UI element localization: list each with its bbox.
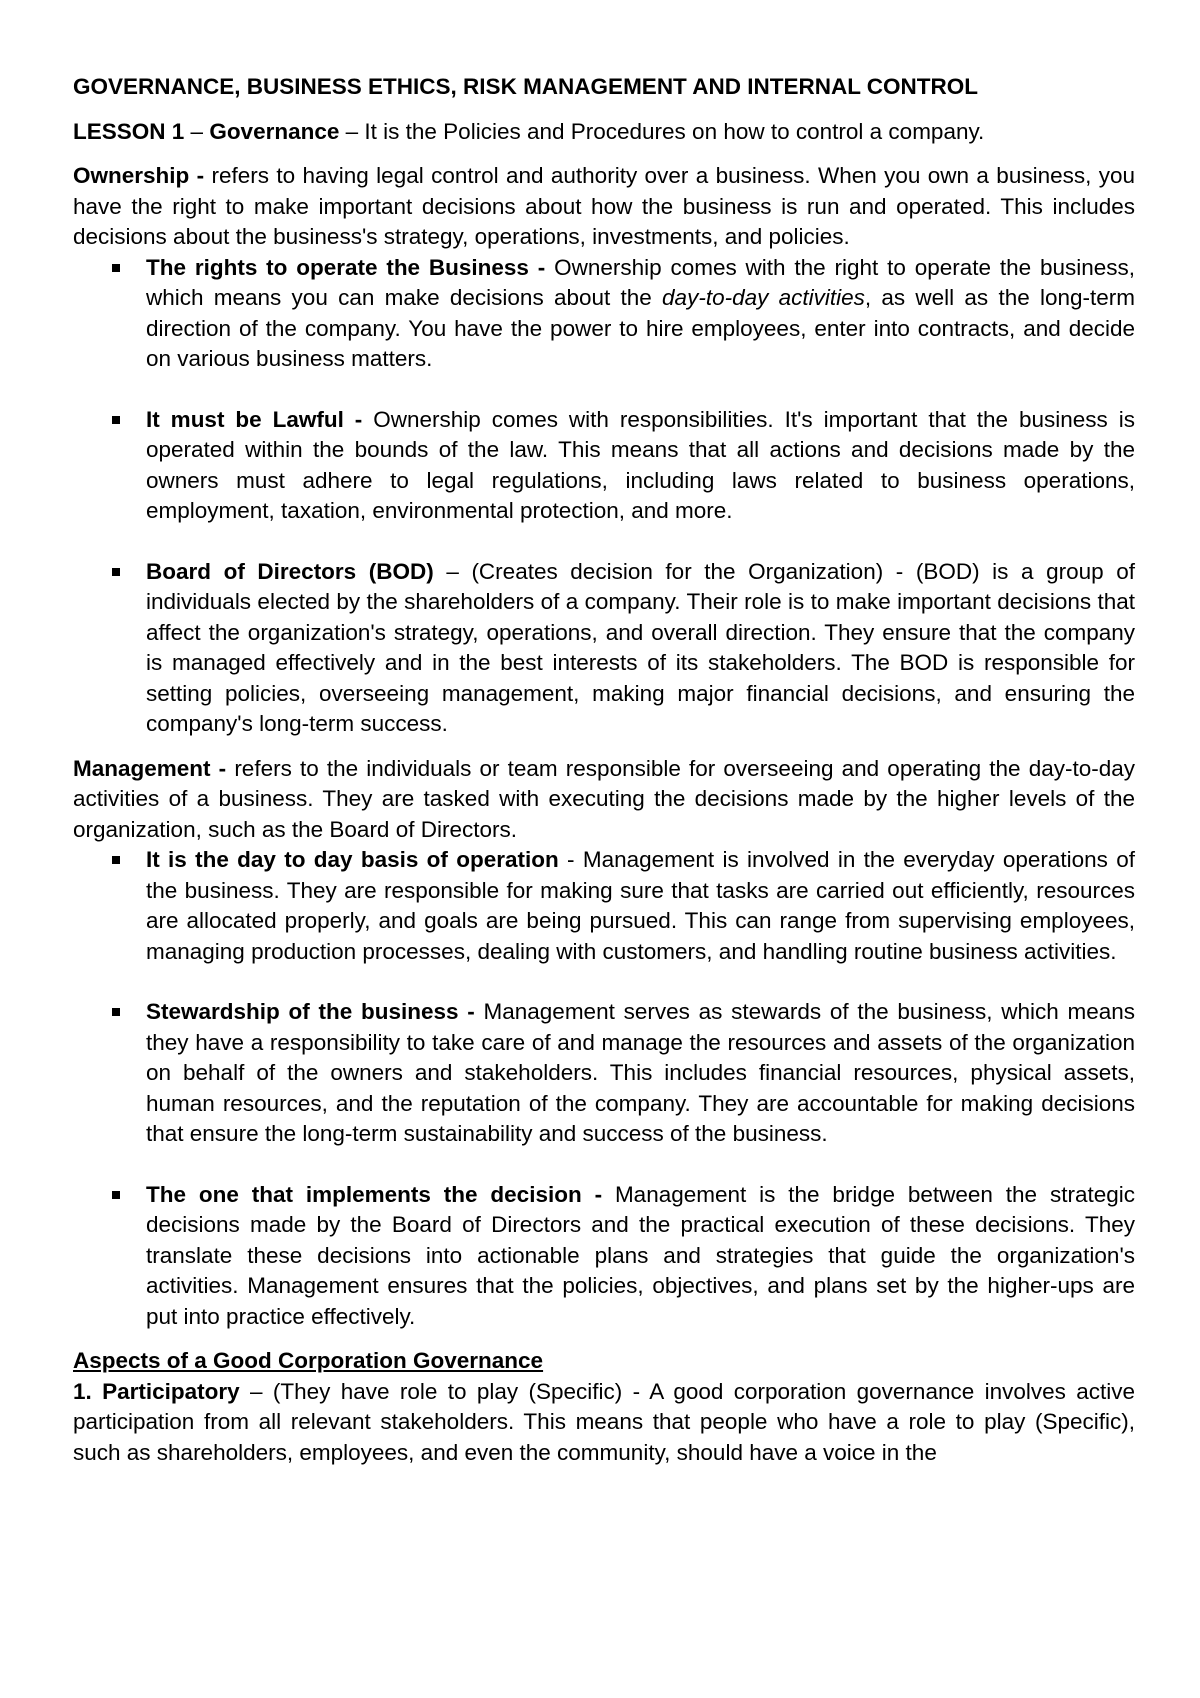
- management-definition: refers to the individuals or team responsible for overseeing and operating the day-to-day activities of a business. They are tasked with executing the decisions made by the higher levels of the organization, such as the Board of Directors.: [73, 755, 1135, 842]
- square-bullet-icon: [112, 568, 120, 576]
- list-item: It must be Lawful - Ownership comes with responsibilities. It's important that the business is operated within the bounds of the law. This means that all actions and decisions made by the owners must adhere to legal regulations, including laws related to business operations, employment, taxation, environmental protection, and more.: [73, 405, 1135, 527]
- ownership-term: Ownership -: [73, 163, 205, 188]
- aspects-item-term: 1. Participatory: [73, 1378, 240, 1404]
- management-paragraph: [73, 754, 1135, 846]
- ownership-paragraph: [73, 161, 1135, 253]
- lesson-dash: –: [184, 118, 210, 144]
- management-bullet-list: [73, 845, 1135, 1332]
- bullet-term: It must be Lawful -: [146, 406, 363, 432]
- bullet-term: Board of Directors (BOD): [146, 558, 434, 584]
- lesson-heading: [73, 117, 1135, 148]
- square-bullet-icon: [112, 1191, 120, 1199]
- document-page: [73, 72, 1135, 1468]
- emphasis-text: day-to-day activities: [662, 285, 865, 310]
- aspects-heading: Aspects of a Good Corporation Governance: [73, 1348, 544, 1373]
- bullet-term: It is the day to day basis of operation: [146, 847, 559, 872]
- square-bullet-icon: [112, 856, 120, 864]
- bullet-term: Stewardship of the business -: [146, 999, 475, 1024]
- list-item: The one that implements the decision - Management is the bridge between the strategic decisions made by the Board of Directors and the practical execution of these decisions. They translate these decisions into actionable plans and strategies that guide the organization's activities. Management ensures that the policies, objectives, and plans set by the higher-ups are put into practice effectively.: [73, 1180, 1135, 1333]
- square-bullet-icon: [112, 1008, 120, 1016]
- aspects-item-participatory: [73, 1377, 1135, 1469]
- bullet-term: The one that implements the decision -: [146, 1181, 603, 1207]
- list-item: Stewardship of the business - Management serves as stewards of the business, which means they have a responsibility to take care of and manage the resources and assets of the organization on behalf of the owners and stakeholders. This includes financial resources, physical assets, human resources, and the reputation of the company. They are accountable for making decisions that ensure the long-term sustainability and success of the business.: [73, 997, 1135, 1150]
- lesson-label: LESSON 1: [73, 118, 185, 144]
- square-bullet-icon: [112, 264, 120, 272]
- square-bullet-icon: [112, 416, 120, 424]
- bullet-term: The rights to operate the Business -: [146, 254, 546, 280]
- lesson-term: Governance: [209, 118, 340, 144]
- ownership-bullet-list: [73, 253, 1135, 740]
- list-item: Board of Directors (BOD) – (Creates decision for the Organization) - (BOD) is a group of individuals elected by the shareholders of a company. Their role is to make important decisions that affect the organization's strategy, operations, and overall direction. They ensure that the company is managed effectively and in the best interests of its stakeholders. The BOD is responsible for setting policies, overseeing management, making major financial decisions, and ensuring the company's long-term success.: [73, 557, 1135, 740]
- list-item: It is the day to day basis of operation - Management is involved in the everyday operations of the business. They are responsible for making sure that tasks are carried out efficiently, resources are allocated properly, and goals are being pursued. This can range from supervising employees, managing production processes, dealing with customers, and handling routine business activities.: [73, 845, 1135, 967]
- list-item: The rights to operate the Business - Ownership comes with the right to operate the business, which means you can make decisions about the day-to-day activities, as well as the long-term direction of the company. You have the power to hire employees, enter into contracts, and decide on various business matters.: [73, 253, 1135, 375]
- document-title: GOVERNANCE, BUSINESS ETHICS, RISK MANAGEMENT AND INTERNAL CONTROL: [73, 74, 979, 99]
- management-term: Management -: [73, 755, 227, 781]
- aspects-item-text: – (They have role to play (Specific) - A good corporation governance involves active participation from all relevant stakeholders. This means that people who have a role to play (Specific), such as shareholders, employees, and even the community, should have a voice in the: [73, 1378, 1135, 1465]
- lesson-definition: – It is the Policies and Procedures on how to control a company.: [339, 118, 985, 144]
- ownership-definition: refers to having legal control and authority over a business. When you own a business, you have the right to make important decisions about how the business is run and operated. This includes decisions about the business's strategy, operations, investments, and policies.: [73, 163, 1135, 249]
